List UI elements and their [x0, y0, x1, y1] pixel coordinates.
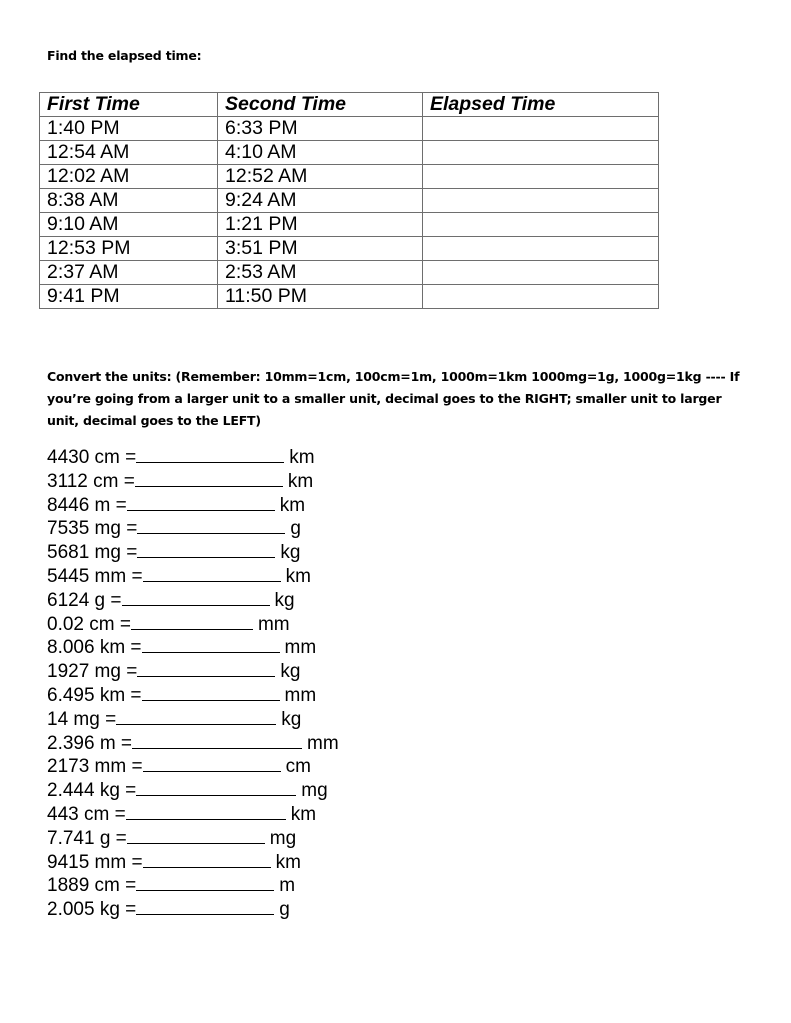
- conversion-problem: [47, 731, 339, 755]
- target-unit: cm: [285, 756, 311, 778]
- answer-blank[interactable]: [143, 754, 281, 772]
- answer-blank[interactable]: [136, 778, 296, 796]
- conversion-problem: [47, 802, 339, 826]
- second-time-cell: 1:21 PM: [218, 213, 423, 237]
- conversion-problem: [47, 588, 339, 612]
- second-time-cell: 2:53 AM: [218, 261, 423, 285]
- answer-blank[interactable]: [137, 516, 285, 534]
- first-time-cell: 1:40 PM: [40, 117, 218, 141]
- conversion-quantity: 3112 cm =: [47, 470, 135, 492]
- conversion-quantity: 5681 mg =: [47, 542, 138, 564]
- conversion-problem: [47, 897, 339, 921]
- conversion-problem: [47, 564, 339, 588]
- target-unit: mm: [284, 684, 317, 706]
- header-second-time: Second Time: [218, 93, 423, 117]
- conversion-problem-list: [47, 445, 339, 921]
- first-time-cell: 12:02 AM: [40, 165, 218, 189]
- first-time-cell: 9:10 AM: [40, 213, 218, 237]
- conversion-quantity: 2.444 kg =: [47, 780, 137, 802]
- conversion-problem: [47, 754, 339, 778]
- conversion-problem: [47, 707, 339, 731]
- target-unit: kg: [280, 661, 301, 683]
- answer-blank[interactable]: [127, 826, 265, 844]
- elapsed-time-cell[interactable]: [423, 261, 659, 285]
- elapsed-time-table: [39, 92, 659, 309]
- conversion-problem: [47, 540, 339, 564]
- second-time-cell: 3:51 PM: [218, 237, 423, 261]
- conversion-problem: [47, 445, 339, 469]
- conversion-quantity: 7535 mg =: [47, 518, 138, 540]
- conversion-quantity: 8.006 km =: [47, 637, 142, 659]
- conversion-quantity: 7.741 g =: [47, 827, 127, 849]
- answer-blank[interactable]: [137, 540, 275, 558]
- conversion-problem: [47, 635, 339, 659]
- target-unit: mm: [257, 613, 290, 635]
- conversion-problem: [47, 493, 339, 517]
- target-unit: m: [279, 875, 296, 897]
- second-time-cell: 11:50 PM: [218, 285, 423, 309]
- header-elapsed-time: Elapsed Time: [423, 93, 659, 117]
- answer-blank[interactable]: [136, 445, 284, 463]
- second-time-cell: 12:52 AM: [218, 165, 423, 189]
- conversion-instruction: Convert the units: (Remember: 10mm=1cm, 100cm=1m, 1000m=1km 1000mg=1g, 1000g=1kg ---- If you’re going from a larger unit to a smaller unit, decimal goes to the RIGHT; smaller unit to larger unit, decimal goes to the LEFT): [47, 369, 740, 428]
- conversion-quantity: 1927 mg =: [47, 661, 138, 683]
- answer-blank[interactable]: [143, 850, 271, 868]
- conversion-quantity: 2.005 kg =: [47, 899, 137, 921]
- table-row: [40, 213, 659, 237]
- target-unit: g: [279, 899, 290, 921]
- target-unit: km: [279, 494, 306, 516]
- target-unit: mg: [269, 827, 297, 849]
- elapsed-time-cell[interactable]: [423, 237, 659, 261]
- answer-blank[interactable]: [143, 564, 281, 582]
- target-unit: g: [290, 518, 301, 540]
- conversion-quantity: 2.396 m =: [47, 732, 133, 754]
- conversion-problem: [47, 469, 339, 493]
- elapsed-time-cell[interactable]: [423, 117, 659, 141]
- table-row: [40, 141, 659, 165]
- conversion-problem: [47, 778, 339, 802]
- conversion-problem: [47, 873, 339, 897]
- table-row: [40, 189, 659, 213]
- header-first-time: First Time: [40, 93, 218, 117]
- answer-blank[interactable]: [136, 873, 274, 891]
- target-unit: km: [289, 447, 315, 468]
- second-time-cell: 4:10 AM: [218, 141, 423, 165]
- second-time-cell: 9:24 AM: [218, 189, 423, 213]
- answer-blank[interactable]: [142, 683, 280, 701]
- conversion-quantity: 9415 mm =: [47, 851, 143, 873]
- target-unit: km: [287, 470, 314, 492]
- conversion-quantity: 4430 cm =: [47, 447, 137, 468]
- conversion-quantity: 14 mg =: [47, 708, 117, 730]
- answer-blank[interactable]: [135, 469, 283, 487]
- answer-blank[interactable]: [126, 802, 286, 820]
- target-unit: kg: [281, 708, 302, 730]
- second-time-cell: 6:33 PM: [218, 117, 423, 141]
- first-time-cell: 12:54 AM: [40, 141, 218, 165]
- target-unit: km: [290, 803, 317, 825]
- conversion-quantity: 443 cm =: [47, 803, 126, 825]
- first-time-cell: 2:37 AM: [40, 261, 218, 285]
- table-row: [40, 117, 659, 141]
- answer-blank[interactable]: [116, 707, 276, 725]
- target-unit: mm: [307, 732, 339, 754]
- elapsed-time-cell[interactable]: [423, 141, 659, 165]
- first-time-cell: 8:38 AM: [40, 189, 218, 213]
- conversion-quantity: 6124 g =: [47, 589, 122, 611]
- target-unit: kg: [280, 542, 301, 564]
- target-unit: kg: [274, 589, 295, 611]
- answer-blank[interactable]: [132, 731, 302, 749]
- conversion-problem: [47, 659, 339, 683]
- conversion-problem: [47, 683, 339, 707]
- answer-blank[interactable]: [127, 493, 275, 511]
- target-unit: km: [285, 565, 311, 587]
- target-unit: km: [275, 851, 301, 873]
- conversion-problem: [47, 826, 339, 850]
- table-row: [40, 285, 659, 309]
- first-time-cell: 12:53 PM: [40, 237, 218, 261]
- elapsed-time-cell[interactable]: [423, 189, 659, 213]
- table-row: [40, 261, 659, 285]
- answer-blank[interactable]: [137, 659, 275, 677]
- table-row: [40, 237, 659, 261]
- conversion-quantity: 5445 mm =: [47, 565, 143, 587]
- table-row: [40, 165, 659, 189]
- conversion-quantity: 2173 mm =: [47, 756, 143, 778]
- elapsed-time-cell[interactable]: [423, 285, 659, 309]
- conversion-problem: [47, 612, 339, 636]
- answer-blank[interactable]: [136, 897, 274, 915]
- first-time-cell: 9:41 PM: [40, 285, 218, 309]
- conversion-problem: [47, 850, 339, 874]
- target-unit: mg: [301, 780, 328, 802]
- elapsed-time-cell[interactable]: [423, 165, 659, 189]
- answer-blank[interactable]: [122, 588, 270, 606]
- elapsed-time-cell[interactable]: [423, 213, 659, 237]
- answer-blank[interactable]: [142, 635, 280, 653]
- conversion-quantity: 0.02 cm =: [47, 613, 131, 635]
- conversion-problem: [47, 516, 339, 540]
- target-unit: mm: [284, 637, 317, 659]
- conversion-quantity: 6.495 km =: [47, 684, 142, 706]
- conversion-quantity: 8446 m =: [47, 494, 127, 516]
- conversion-quantity: 1889 cm =: [47, 875, 137, 897]
- answer-blank[interactable]: [131, 612, 253, 630]
- table-header-row: [40, 93, 659, 117]
- elapsed-time-instruction: Find the elapsed time:: [47, 48, 202, 63]
